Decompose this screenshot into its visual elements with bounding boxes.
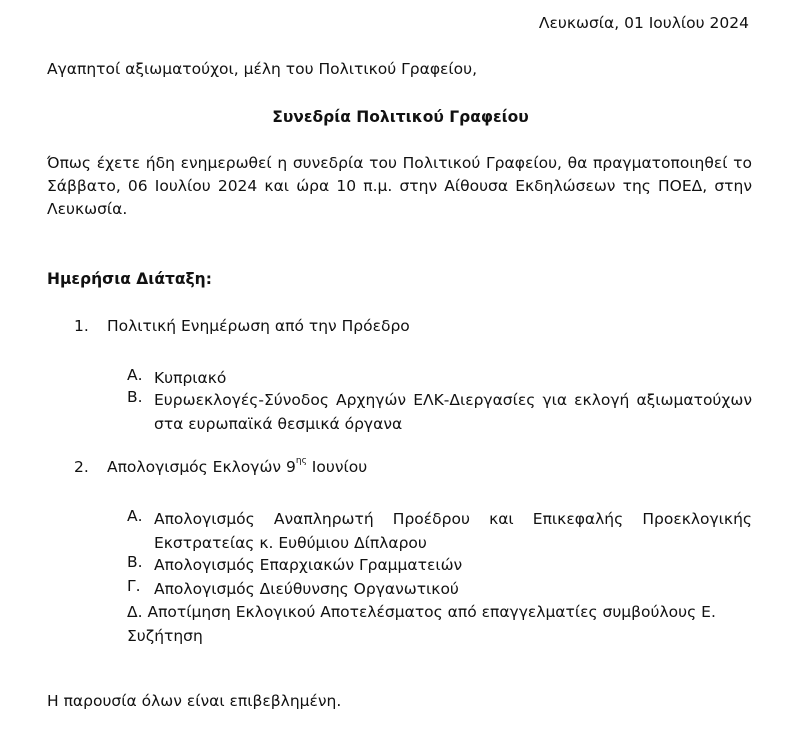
agenda-item-2-text [107,458,367,476]
agenda-item-1a-text: Κυπριακό [154,369,227,387]
greeting: Αγαπητοί αξιωματούχοι, μέλη του Πολιτικού Γραφείου, [47,60,478,78]
agenda-item-2a-letter: Α. [127,507,143,525]
agenda-item-2d [127,600,752,648]
agenda-item-2-text-post: Ιουνίου [306,458,368,476]
agenda-item-2c-letter: Γ. [127,577,141,595]
agenda-item-1a-letter: Α. [127,366,143,384]
agenda-item-1-text: Πολιτική Ενημέρωση από την Πρόεδρο [107,317,410,335]
agenda-item-2-text-pre: Απολογισμός Εκλογών 9 [107,458,296,476]
agenda-item-1-number: 1. [74,317,89,335]
agenda-item-2c-text: Απολογισμός Διεύθυνσης Οργανωτικού [154,580,459,598]
agenda-item-2a-text: Απολογισμός Αναπληρωτή Προέδρου και Επικεφαλής Προεκλογικής Εκστρατείας κ. Ευθύμιου Δίπλαρου [154,510,752,552]
ordinal-suffix: ης [295,456,307,466]
agenda-item-2-number: 2. [74,458,89,476]
agenda-item-1b-text: Ευρωεκλογές-Σύνοδος Αρχηγών ΕΛΚ-Διεργασίες για εκλογή αξιωματούχων στα ευρωπαϊκά θεσμικά όργανα [154,391,752,433]
subject-heading: Συνεδρία Πολιτικού Γραφείου [272,108,529,126]
letter-date: Λευκωσία, 01 Ιουλίου 2024 [538,14,749,32]
closing-line: Η παρουσία όλων είναι επιβεβλημένη. [47,692,342,710]
agenda-item-2b-text: Απολογισμός Επαρχιακών Γραμματειών [154,556,463,574]
agenda-item-2b-letter: Β. [127,553,143,571]
agenda-heading: Ημερήσια Διάταξη: [47,270,212,288]
agenda-item-2d-letter: Δ. [127,603,143,621]
agenda-item-1b-letter: Β. [127,388,143,406]
intro-paragraph: Όπως έχετε ήδη ενημερωθεί η συνεδρία του Πολιτικού Γραφείου, θα πραγματοποιηθεί το Σάββατο, 06 Ιουλίου 2024 και ώρα 10 π.μ. στην Αίθουσα Εκδηλώσεων της ΠΟΕΔ, στην Λευκωσία. [47,154,752,218]
agenda-item-2d-text: Αποτίμηση Εκλογικού Αποτελέσματος από επαγγελματίες συμβούλους Ε. Συζήτηση [127,603,716,645]
